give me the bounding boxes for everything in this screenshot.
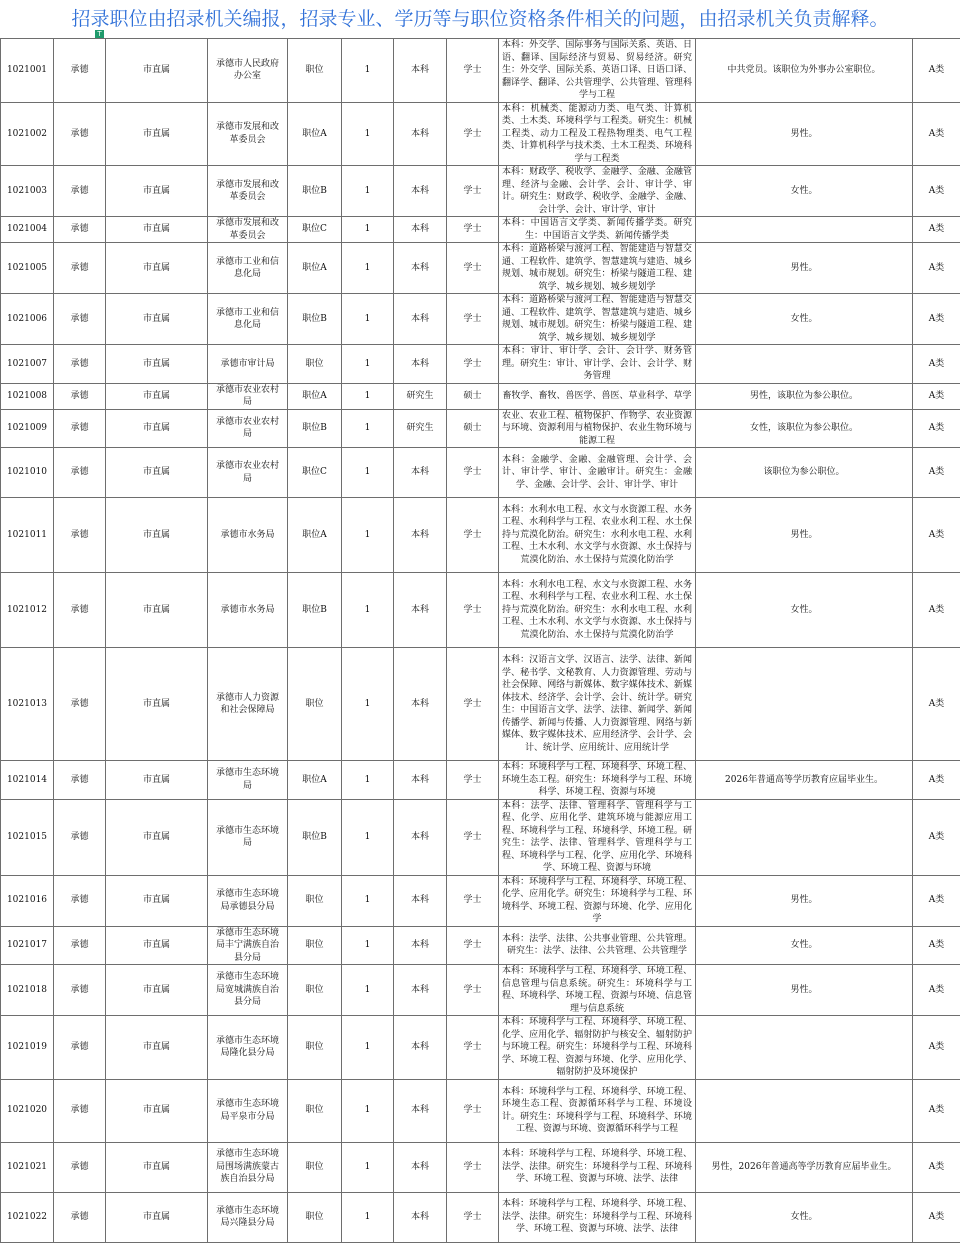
degree-cell: 学士	[447, 243, 499, 294]
education-cell: 本科	[394, 1142, 447, 1192]
degree-cell: 学士	[447, 1192, 499, 1242]
table-row	[1, 875, 960, 926]
degree-cell: 学士	[447, 761, 499, 800]
level-cell: 市直属	[106, 39, 208, 103]
city-cell: 承德	[54, 409, 106, 448]
position-code-cell: 1021009	[1, 409, 54, 448]
level-cell: 市直属	[106, 1079, 208, 1142]
city-cell: 承德	[54, 573, 106, 648]
notice-banner-text: 招录职位由招录机关编报，招录专业、学历等与职位资格条件相关的问题，由招录机关负责解释。	[71, 8, 888, 30]
position-code-cell: 1021016	[1, 875, 54, 926]
table-row	[1, 102, 960, 166]
position-code-cell: 1021003	[1, 166, 54, 217]
position-code-cell: 1021015	[1, 799, 54, 875]
hiring-count-cell: 1	[342, 1142, 394, 1192]
note-cell	[696, 648, 913, 761]
hiring-count-cell: 1	[342, 573, 394, 648]
city-cell: 承德	[54, 1079, 106, 1142]
position-code-cell: 1021021	[1, 1142, 54, 1192]
education-cell: 本科	[394, 648, 447, 761]
level-cell: 市直属	[106, 345, 208, 384]
note-cell	[696, 217, 913, 243]
level-cell: 市直属	[106, 1016, 208, 1080]
organization-cell: 承德市发展和改革委员会	[208, 217, 288, 243]
major-cell: 本科：水利水电工程、水文与水资源工程、水务工程、水利科学与工程、农业水利工程、水土保持与荒漠化防治。研究生：水利水电工程、水利工程、土木水利、水文学与水资源、水土保持与荒漠化防治、水土保持与荒漠化防治学	[499, 573, 696, 648]
major-cell: 本科：环境科学与工程、环境科学、环境工程、化学、应用化学、辐射防护与核安全、辐射防护与环境工程。研究生：环境科学与工程、环境科学、环境工程、资源与环境、化学、应用化学、辐射防护及环境保护	[499, 1016, 696, 1080]
level-cell: 市直属	[106, 926, 208, 965]
table-row	[1, 1079, 960, 1142]
category-cell: A类	[913, 648, 960, 761]
position-name-cell: 职位	[288, 345, 342, 384]
table-row	[1, 345, 960, 384]
note-cell: 女性。	[696, 294, 913, 345]
note-cell: 男性，2026年普通高等学历教育应届毕业生。	[696, 1142, 913, 1192]
position-name-cell: 职位	[288, 1079, 342, 1142]
category-cell: A类	[913, 243, 960, 294]
position-code-cell: 1021020	[1, 1079, 54, 1142]
degree-cell: 学士	[447, 1016, 499, 1080]
degree-cell: 硕士	[447, 383, 499, 409]
education-cell: 本科	[394, 875, 447, 926]
level-cell: 市直属	[106, 409, 208, 448]
position-code-cell: 1021018	[1, 965, 54, 1016]
degree-cell: 学士	[447, 573, 499, 648]
position-name-cell: 职位C	[288, 448, 342, 498]
education-cell: 研究生	[394, 383, 447, 409]
major-cell: 农业、农业工程、植物保护、作物学、农业资源与环境、资源利用与植物保护、农业生物环境与能源工程	[499, 409, 696, 448]
hiring-count-cell: 1	[342, 761, 394, 800]
note-cell: 女性。	[696, 166, 913, 217]
level-cell: 市直属	[106, 217, 208, 243]
category-cell: A类	[913, 409, 960, 448]
city-cell: 承德	[54, 243, 106, 294]
note-cell: 2026年普通高等学历教育应届毕业生。	[696, 761, 913, 800]
education-cell: 本科	[394, 926, 447, 965]
city-cell: 承德	[54, 965, 106, 1016]
category-cell: A类	[913, 102, 960, 166]
position-code-cell: 1021022	[1, 1192, 54, 1242]
city-cell: 承德	[54, 39, 106, 103]
organization-cell: 承德市水务局	[208, 573, 288, 648]
degree-cell: 学士	[447, 345, 499, 384]
organization-cell: 承德市农业农村局	[208, 409, 288, 448]
hiring-count-cell: 1	[342, 383, 394, 409]
category-cell: A类	[913, 448, 960, 498]
hiring-count-cell: 1	[342, 39, 394, 103]
level-cell: 市直属	[106, 875, 208, 926]
note-cell: 女性，该职位为参公职位。	[696, 409, 913, 448]
city-cell: 承德	[54, 1016, 106, 1080]
position-code-cell: 1021014	[1, 761, 54, 800]
position-code-cell: 1021017	[1, 926, 54, 965]
education-cell: 本科	[394, 294, 447, 345]
city-cell: 承德	[54, 217, 106, 243]
level-cell: 市直属	[106, 1192, 208, 1242]
major-cell: 本科：法学、法律、管理科学、管理科学与工程、化学、应用化学、建筑环境与能源应用工程、环境科学与工程、环境科学、环境工程。研究生：法学、法律、管理科学、管理科学与工程、环境科学与工程、化学、应用化学、环境科学、环境工程、资源与环境	[499, 799, 696, 875]
level-cell: 市直属	[106, 965, 208, 1016]
organization-cell: 承德市生态环境局丰宁满族自治县分局	[208, 926, 288, 965]
position-name-cell: 职位A	[288, 243, 342, 294]
note-cell: 男性。	[696, 875, 913, 926]
degree-cell: 学士	[447, 1079, 499, 1142]
position-name-cell: 职位B	[288, 573, 342, 648]
category-cell: A类	[913, 875, 960, 926]
position-name-cell: 职位B	[288, 166, 342, 217]
major-cell: 畜牧学、畜牧、兽医学、兽医、草业科学、草学	[499, 383, 696, 409]
position-code-cell: 1021011	[1, 498, 54, 573]
hiring-count-cell: 1	[342, 799, 394, 875]
degree-cell: 学士	[447, 498, 499, 573]
table-row	[1, 926, 960, 965]
category-cell: A类	[913, 1079, 960, 1142]
education-cell: 本科	[394, 448, 447, 498]
level-cell: 市直属	[106, 1142, 208, 1192]
city-cell: 承德	[54, 166, 106, 217]
level-cell: 市直属	[106, 761, 208, 800]
note-cell	[696, 1016, 913, 1080]
city-cell: 承德	[54, 345, 106, 384]
position-code-cell: 1021005	[1, 243, 54, 294]
position-code-cell: 1021013	[1, 648, 54, 761]
education-cell: 本科	[394, 1016, 447, 1080]
education-cell: 本科	[394, 965, 447, 1016]
note-cell: 男性，该职位为参公职位。	[696, 383, 913, 409]
city-cell: 承德	[54, 799, 106, 875]
table-row	[1, 448, 960, 498]
hiring-count-cell: 1	[342, 498, 394, 573]
table-row	[1, 965, 960, 1016]
organization-cell: 承德市农业农村局	[208, 448, 288, 498]
category-cell: A类	[913, 573, 960, 648]
hiring-count-cell: 1	[342, 102, 394, 166]
city-cell: 承德	[54, 1142, 106, 1192]
degree-cell: 学士	[447, 1142, 499, 1192]
organization-cell: 承德市生态环境局隆化县分局	[208, 1016, 288, 1080]
note-cell: 男性。	[696, 243, 913, 294]
organization-cell: 承德市农业农村局	[208, 383, 288, 409]
note-cell: 该职位为参公职位。	[696, 448, 913, 498]
table-row	[1, 243, 960, 294]
category-cell: A类	[913, 1142, 960, 1192]
hiring-count-cell: 1	[342, 1192, 394, 1242]
position-code-cell: 1021010	[1, 448, 54, 498]
category-cell: A类	[913, 761, 960, 800]
major-cell: 本科：金融学、金融、金融管理、会计学、会计、审计学、审计、金融审计。研究生：金融学、金融、会计学、会计、审计学、审计	[499, 448, 696, 498]
hiring-count-cell: 1	[342, 965, 394, 1016]
category-cell: A类	[913, 217, 960, 243]
level-cell: 市直属	[106, 573, 208, 648]
city-cell: 承德	[54, 1192, 106, 1242]
category-cell: A类	[913, 965, 960, 1016]
note-cell: 中共党员。该职位为外事办公室职位。	[696, 39, 913, 103]
major-cell: 本科：机械类、能源动力类、电气类、计算机类、土木类、环境科学与工程类。研究生：机械工程类、动力工程及工程热物理类、电气工程类、计算机科学与技术类、土木工程类、环境科学与工程类	[499, 102, 696, 166]
hiring-count-cell: 1	[342, 217, 394, 243]
major-cell: 本科：环境科学与工程、环境科学、环境工程、环境生态工程、资源循环科学与工程、环境设计。研究生：环境科学与工程、环境科学、环境工程、资源与环境、资源循环科学与工程	[499, 1079, 696, 1142]
city-cell: 承德	[54, 926, 106, 965]
category-cell: A类	[913, 1016, 960, 1080]
degree-cell: 硕士	[447, 409, 499, 448]
table-row	[1, 217, 960, 243]
organization-cell: 承德市生态环境局宽城满族自治县分局	[208, 965, 288, 1016]
level-cell: 市直属	[106, 243, 208, 294]
education-cell: 本科	[394, 1079, 447, 1142]
position-code-cell: 1021019	[1, 1016, 54, 1080]
position-name-cell: 职位B	[288, 294, 342, 345]
note-cell	[696, 1079, 913, 1142]
major-cell: 本科：水利水电工程、水文与水资源工程、水务工程、水利科学与工程、农业水利工程、水土保持与荒漠化防治。研究生：水利水电工程、水利工程、土木水利、水文学与水资源、水土保持与荒漠化防治、水土保持与荒漠化防治学	[499, 498, 696, 573]
table-row	[1, 409, 960, 448]
degree-cell: 学士	[447, 448, 499, 498]
job-positions-table	[0, 38, 960, 1243]
level-cell: 市直属	[106, 799, 208, 875]
position-code-cell: 1021001	[1, 39, 54, 103]
organization-cell: 承德市发展和改革委员会	[208, 102, 288, 166]
organization-cell: 承德市生态环境局平泉市分局	[208, 1079, 288, 1142]
position-name-cell: 职位A	[288, 383, 342, 409]
organization-cell: 承德市生态环境局兴隆县分局	[208, 1192, 288, 1242]
note-cell: 女性。	[696, 926, 913, 965]
hiring-count-cell: 1	[342, 926, 394, 965]
category-cell: A类	[913, 498, 960, 573]
category-cell: A类	[913, 799, 960, 875]
hiring-count-cell: 1	[342, 1016, 394, 1080]
city-cell: 承德	[54, 761, 106, 800]
table-body	[1, 39, 960, 1243]
degree-cell: 学士	[447, 294, 499, 345]
degree-cell: 学士	[447, 799, 499, 875]
position-name-cell: 职位A	[288, 498, 342, 573]
organization-cell: 承德市审计局	[208, 345, 288, 384]
level-cell: 市直属	[106, 102, 208, 166]
table-row	[1, 294, 960, 345]
major-cell: 本科：外交学、国际事务与国际关系、英语、日语、翻译、国际经济与贸易、贸易经济。研究生：外交学、国际关系、英语口译、日语口译、翻译学、翻译、公共管理学、公共管理、管理科学与工程	[499, 39, 696, 103]
position-name-cell: 职位	[288, 965, 342, 1016]
city-cell: 承德	[54, 648, 106, 761]
major-cell: 本科：环境科学与工程、环境科学、环境工程、信息管理与信息系统。研究生：环境科学与工程、环境科学、环境工程、资源与环境、信息管理与信息系统	[499, 965, 696, 1016]
position-name-cell: 职位	[288, 1192, 342, 1242]
city-cell: 承德	[54, 498, 106, 573]
table-row	[1, 1142, 960, 1192]
hiring-count-cell: 1	[342, 345, 394, 384]
note-cell	[696, 799, 913, 875]
education-cell: 本科	[394, 243, 447, 294]
category-cell: A类	[913, 294, 960, 345]
hiring-count-cell: 1	[342, 448, 394, 498]
organization-cell: 承德市生态环境局承德县分局	[208, 875, 288, 926]
position-name-cell: 职位A	[288, 761, 342, 800]
position-name-cell: 职位	[288, 39, 342, 103]
education-cell: 本科	[394, 39, 447, 103]
city-cell: 承德	[54, 102, 106, 166]
table-row	[1, 383, 960, 409]
position-code-cell: 1021008	[1, 383, 54, 409]
city-cell: 承德	[54, 875, 106, 926]
level-cell: 市直属	[106, 498, 208, 573]
note-cell: 女性。	[696, 573, 913, 648]
position-name-cell: 职位	[288, 1142, 342, 1192]
organization-cell: 承德市工业和信息化局	[208, 294, 288, 345]
position-code-cell: 1021004	[1, 217, 54, 243]
level-cell: 市直属	[106, 166, 208, 217]
note-cell: 男性。	[696, 965, 913, 1016]
category-cell: A类	[913, 926, 960, 965]
organization-cell: 承德市生态环境局	[208, 761, 288, 800]
position-name-cell: 职位C	[288, 217, 342, 243]
category-cell: A类	[913, 39, 960, 103]
table-row	[1, 761, 960, 800]
education-cell: 研究生	[394, 409, 447, 448]
table-row	[1, 166, 960, 217]
hiring-count-cell: 1	[342, 1079, 394, 1142]
education-cell: 本科	[394, 102, 447, 166]
table-row	[1, 498, 960, 573]
position-name-cell: 职位	[288, 875, 342, 926]
position-name-cell: 职位	[288, 648, 342, 761]
degree-cell: 学士	[447, 648, 499, 761]
degree-cell: 学士	[447, 39, 499, 103]
category-cell: A类	[913, 166, 960, 217]
position-name-cell: 职位B	[288, 409, 342, 448]
hiring-count-cell: 1	[342, 166, 394, 217]
note-cell	[696, 345, 913, 384]
city-cell: 承德	[54, 448, 106, 498]
organization-cell: 承德市发展和改革委员会	[208, 166, 288, 217]
level-cell: 市直属	[106, 448, 208, 498]
filter-marker-icon[interactable]: T	[95, 30, 104, 39]
major-cell: 本科：中国语言文学类、新闻传播学类。研究生：中国语言文学类、新闻传播学类	[499, 217, 696, 243]
city-cell: 承德	[54, 383, 106, 409]
city-cell: 承德	[54, 294, 106, 345]
education-cell: 本科	[394, 573, 447, 648]
major-cell: 本科：环境科学与工程、环境科学、环境工程、法学、法律。研究生：环境科学与工程、环境科学、环境工程、资源与环境、法学、法律	[499, 1142, 696, 1192]
notice-banner	[0, 0, 960, 38]
education-cell: 本科	[394, 498, 447, 573]
major-cell: 本科：环境科学与工程、环境科学、环境工程、环境生态工程。研究生：环境科学与工程、环境科学、环境工程、资源与环境	[499, 761, 696, 800]
level-cell: 市直属	[106, 648, 208, 761]
category-cell: A类	[913, 383, 960, 409]
position-name-cell: 职位	[288, 1016, 342, 1080]
major-cell: 本科：环境科学与工程、环境科学、环境工程、法学、法律。研究生：环境科学与工程、环境科学、环境工程、资源与环境、法学、法律	[499, 1192, 696, 1242]
degree-cell: 学士	[447, 217, 499, 243]
table-row	[1, 1192, 960, 1242]
position-code-cell: 1021002	[1, 102, 54, 166]
category-cell: A类	[913, 345, 960, 384]
table-row	[1, 1016, 960, 1080]
position-name-cell: 职位	[288, 926, 342, 965]
level-cell: 市直属	[106, 383, 208, 409]
education-cell: 本科	[394, 345, 447, 384]
major-cell: 本科：财政学、税收学、金融学、金融、金融管理、经济与金融、会计学、会计、审计学、审计。研究生：财政学、税收学、金融学、金融、会计学、会计、审计学、审计	[499, 166, 696, 217]
position-code-cell: 1021012	[1, 573, 54, 648]
major-cell: 本科：审计、审计学、会计、会计学、财务管理。研究生：审计、审计学、会计、会计学、财务管理	[499, 345, 696, 384]
hiring-count-cell: 1	[342, 648, 394, 761]
note-cell: 女性。	[696, 1192, 913, 1242]
table-row	[1, 39, 960, 103]
degree-cell: 学士	[447, 926, 499, 965]
hiring-count-cell: 1	[342, 294, 394, 345]
education-cell: 本科	[394, 799, 447, 875]
degree-cell: 学士	[447, 102, 499, 166]
hiring-count-cell: 1	[342, 409, 394, 448]
organization-cell: 承德市生态环境局围场满族蒙古族自治县分局	[208, 1142, 288, 1192]
position-code-cell: 1021007	[1, 345, 54, 384]
major-cell: 本科：环境科学与工程、环境科学、环境工程、化学、应用化学。研究生：环境科学与工程、环境科学、环境工程、资源与环境、化学、应用化学	[499, 875, 696, 926]
major-cell: 本科：道路桥梁与渡河工程、智能建造与智慧交通、工程软件、建筑学、智慧建筑与建造、城乡规划、城市规划。研究生：桥梁与隧道工程、建筑学、城乡规划、城乡规划学	[499, 294, 696, 345]
major-cell: 本科：汉语言文学、汉语言、法学、法律、新闻学、秘书学、文秘教育、人力资源管理、劳动与社会保障、网络与新媒体、数字媒体技术、新媒体技术、经济学、会计学、会计、统计学。研究生：中国语言文学、法学、法律、新闻学、新闻传播学、新闻与传播、人力资源管理、网络与新媒体、数字媒体技术、应用经济学、会计学、会计、统计学、应用统计、应用统计学	[499, 648, 696, 761]
organization-cell: 承德市生态环境局	[208, 799, 288, 875]
degree-cell: 学士	[447, 965, 499, 1016]
hiring-count-cell: 1	[342, 243, 394, 294]
organization-cell: 承德市水务局	[208, 498, 288, 573]
degree-cell: 学士	[447, 875, 499, 926]
education-cell: 本科	[394, 217, 447, 243]
note-cell: 男性。	[696, 102, 913, 166]
organization-cell: 承德市人力资源和社会保障局	[208, 648, 288, 761]
major-cell: 本科：法学、法律、公共事业管理、公共管理。研究生：法学、法律、公共管理、公共管理学	[499, 926, 696, 965]
education-cell: 本科	[394, 1192, 447, 1242]
level-cell: 市直属	[106, 294, 208, 345]
note-cell: 男性。	[696, 498, 913, 573]
organization-cell: 承德市工业和信息化局	[208, 243, 288, 294]
major-cell: 本科：道路桥梁与渡河工程、智能建造与智慧交通、工程软件、建筑学、智慧建筑与建造、城乡规划、城市规划。研究生：桥梁与隧道工程、建筑学、城乡规划、城乡规划学	[499, 243, 696, 294]
education-cell: 本科	[394, 166, 447, 217]
category-cell: A类	[913, 1192, 960, 1242]
position-code-cell: 1021006	[1, 294, 54, 345]
table-row	[1, 648, 960, 761]
organization-cell: 承德市人民政府办公室	[208, 39, 288, 103]
table-row	[1, 799, 960, 875]
degree-cell: 学士	[447, 166, 499, 217]
education-cell: 本科	[394, 761, 447, 800]
table-row	[1, 573, 960, 648]
position-name-cell: 职位A	[288, 102, 342, 166]
hiring-count-cell: 1	[342, 875, 394, 926]
position-name-cell: 职位B	[288, 799, 342, 875]
